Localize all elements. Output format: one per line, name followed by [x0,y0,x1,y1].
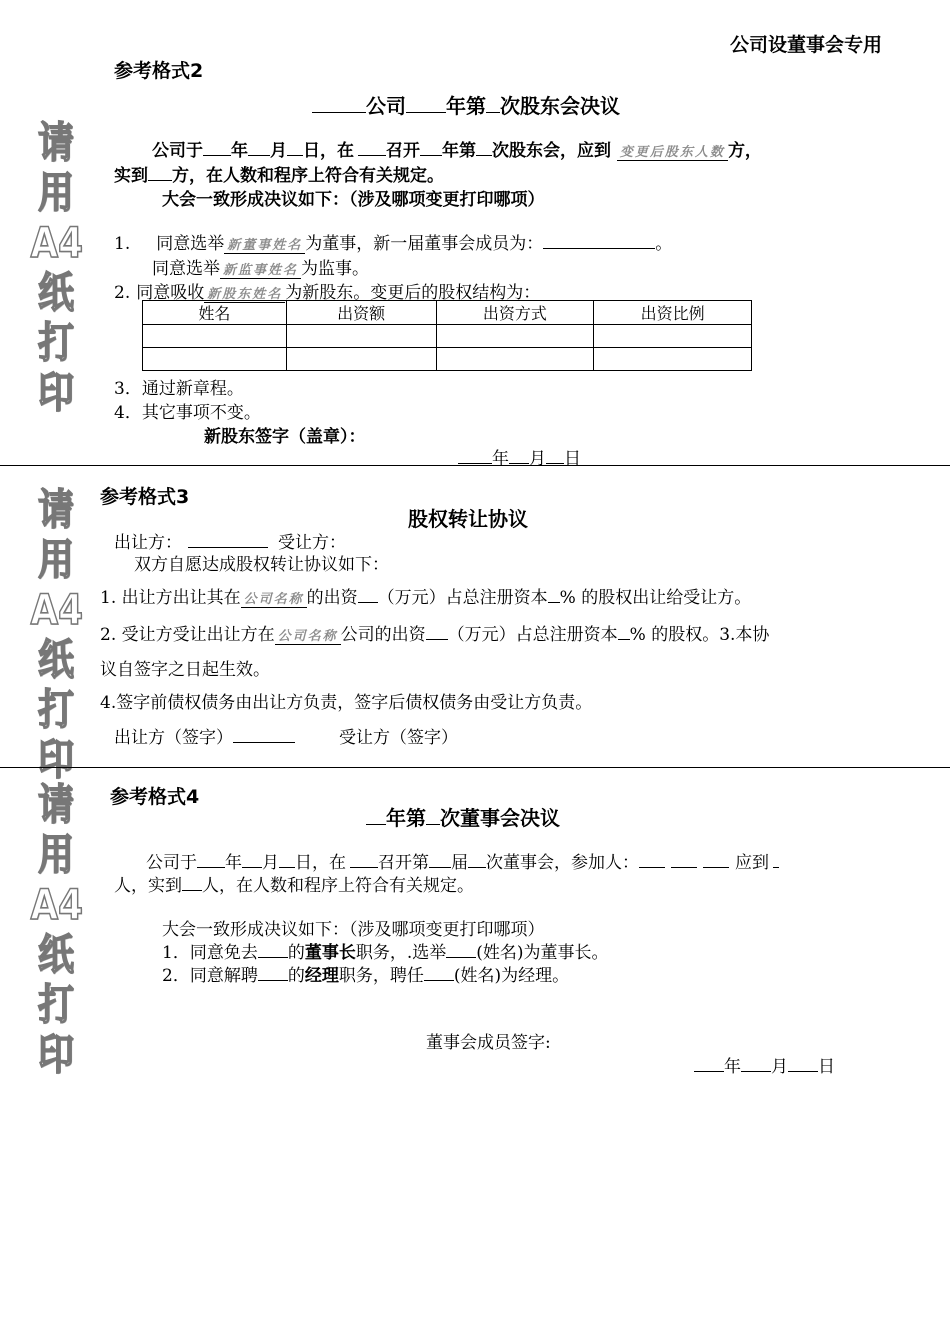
sec2-label: 参考格式2 [114,60,204,82]
sec3-fill-company[interactable]: 公司名称 [241,588,307,608]
table-row [143,348,752,371]
sec4-intro-line2: 人，实到 人，在人数和程序上符合有关规定。 [114,876,474,896]
sec3-parties: 出让方： 受让方： [114,533,346,553]
sec2-fill-new-shareholder[interactable]: 新股东姓名 [204,283,285,303]
section-divider [0,767,950,768]
print-a4-stamp: 请 用 A4 纸 打 印 [30,780,83,1079]
equity-table [142,300,752,371]
table-cell[interactable] [594,348,752,371]
sec3-clause1: 1. 出让方出让其在 公司名称 的出资 （万元）占总注册资本 % 的股权出让给受让方。 [100,588,752,608]
sec2-fill-shareholder-count[interactable]: 变更后股东人数 [617,141,728,161]
table-cell[interactable] [143,325,287,348]
sec2-item1b: 同意选举 新监事姓名 为监事。 [152,259,370,279]
sec2-sign: 新股东签字（盖章）： [204,427,366,447]
sec2-item2: 2. 同意吸收 新股东姓名 为新股东。变更后的股权结构为： [114,283,541,303]
sec3-clause2: 2. 受让方受让出让方在 公司名称 公司的出资 （万元）占总注册资本 % 的股权。3.本协 [100,625,770,645]
sec2-fill-director[interactable]: 新董事姓名 [224,234,305,254]
sec3-clause2b: 议自签字之日起生效。 [100,660,270,680]
sec3-fill-company[interactable]: 公司名称 [275,625,341,645]
section-divider [0,465,950,466]
table-header: 姓名 [143,301,287,325]
table-header: 出资额 [286,301,436,325]
sec3-label: 参考格式3 [100,486,190,508]
print-a4-stamp: 请 用 A4 纸 打 印 [30,485,83,784]
sec2-fill-supervisor[interactable]: 新监事姓名 [220,259,301,279]
sec4-resolve: 大会一致形成决议如下：（涉及哪项变更打印哪项） [162,920,545,940]
table-cell[interactable] [286,325,436,348]
table-header-row [143,301,752,325]
table-cell[interactable] [436,325,594,348]
sec4-date: 年 月 日 [694,1052,835,1077]
sec4-label: 参考格式4 [110,786,200,808]
sec2-item3: 3．通过新章程。 [114,379,244,399]
sec3-clause4: 4.签字前债权债务由出让方负责，签字后债权债务由受让方负责。 [100,693,593,713]
sec4-item1: 1．同意免去 的董事长职务，.选举 (姓名)为董事长。 [162,943,609,963]
table-header: 出资方式 [436,301,594,325]
sec2-item4: 4．其它事项不变。 [114,403,261,423]
sec4-intro-line1: 公司于 年 月 日，在 召开第 届 次董事会，参加人： 应到 [146,848,779,873]
sec2-intro-line1: 公司于 年 月 日，在 召开 年第 次股东会，应到 变更后股东人数 方， [152,141,762,161]
table-cell[interactable] [436,348,594,371]
sec2-resolve: 大会一致形成决议如下：（涉及哪项变更打印哪项） [162,190,545,210]
sec3-title: 股权转让协议 [408,507,528,531]
sec3-signatures: 出让方（签字） 受让方（签字） [114,728,458,748]
print-a4-stamp: 请 用 A4 纸 打 印 [30,118,83,417]
sec4-item2: 2．同意解聘 的经理职务，聘任 (姓名)为经理。 [162,966,570,986]
table-row [143,325,752,348]
table-cell[interactable] [594,325,752,348]
sec2-intro-line2: 实到 方，在人数和程序上符合有关规定。 [114,166,444,186]
corner-label: 公司设董事会专用 [730,34,883,56]
sec4-title: 年第 次董事会决议 [366,802,560,831]
sec2-date: 年 月 日 [458,444,581,469]
sec2-item1: 1. 同意选举 新董事姓名 为董事，新一届董事会成员为： 。 [114,234,673,254]
table-cell[interactable] [286,348,436,371]
sec3-intro: 双方自愿达成股权转让协议如下： [134,555,389,575]
sec4-sign: 董事会成员签字: [426,1033,551,1053]
table-cell[interactable] [143,348,287,371]
table-header: 出资比例 [594,301,752,325]
sec2-title: 公司 年第 次股东会决议 [312,90,620,119]
